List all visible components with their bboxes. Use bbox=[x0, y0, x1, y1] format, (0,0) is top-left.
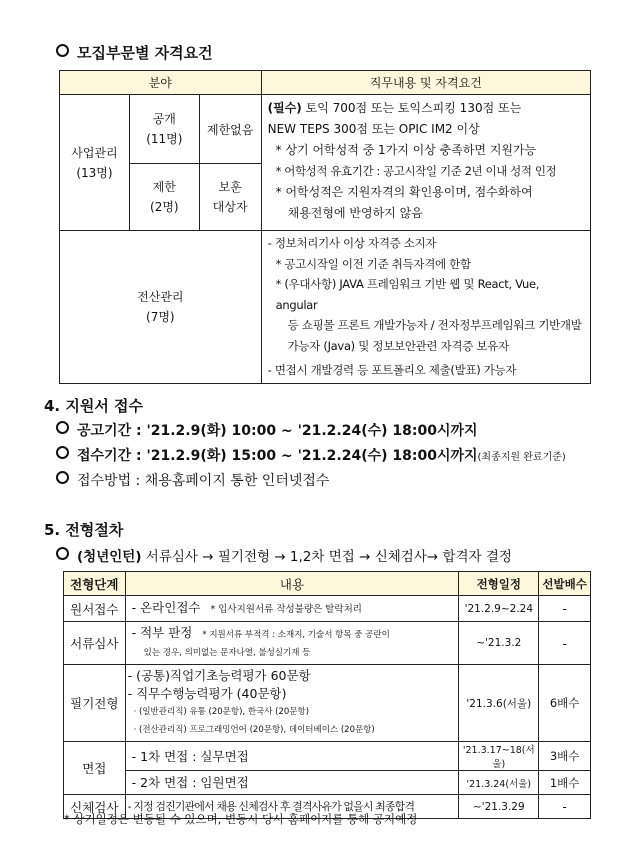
table-row: 서류심사 - 적부 판정 * 지원서류 부적격 : 소재지, 기술서 항목 중 공란이 있는 경우, 의미없는 문자나열, 불성실기재 등 ~'21.3.2 - bbox=[64, 622, 591, 665]
application-period: 접수기간 : '21.2.9(화) 15:00 ~ '21.2.24(수) 18:00시까지(최종지원 완료기준) bbox=[56, 445, 566, 465]
circle-bullet-icon bbox=[56, 44, 69, 57]
header-schedule: 전형일정 bbox=[459, 572, 539, 596]
circle-bullet-icon bbox=[56, 446, 69, 459]
table-row: 원서접수 - 온라인접수 * 입사지원서류 작성불량은 탈락처리 '21.2.9~2.24 - bbox=[64, 596, 591, 622]
table-row: 필기전형 - (공통)직업기초능력평가 60문항 - 직무수행능력평가 (40문항) · (일반관리직) 유통 (20문항), 한국사 (20문항) · (전산관리직) 프로그래밍언어 (20문항), 데이터베이스 (20문항) '21.3.6(서울) 6배수 bbox=[64, 665, 591, 742]
biz-restricted-limit: 보훈 대상자 bbox=[199, 164, 261, 231]
posting-period: 공고기간 : '21.2.9(화) 10:00 ~ '21.2.24(수) 18:00시까지 bbox=[56, 420, 478, 440]
section-title-requirements: 모집부문별 자격요건 bbox=[56, 42, 213, 63]
header-content: 내용 bbox=[125, 572, 459, 596]
header-content: 직무내용 및 자격요건 bbox=[261, 71, 590, 95]
biz-requirements: (필수) 토익 700점 또는 토익스피킹 130점 또는 NEW TEPS 300점 또는 OPIC IM2 이상 * 상기 어학성적 중 1가지 이상 충족하면 지원가능 * 어학성적 유효기간 : 공고시작일 기준 2년 이내 성적 인정 * 어학성적은 지원자격의 확인용이며, 점수화하여 채용전형에 반영하지 않음 bbox=[261, 95, 590, 231]
biz-restricted: 제한 (2명) bbox=[129, 164, 199, 231]
biz-field: 사업관리 (13명) bbox=[60, 95, 130, 231]
selection-flow: (청년인턴) 서류심사 → 필기전형 → 1,2차 면접 → 신체검사→ 합격자 결정 bbox=[56, 545, 512, 565]
biz-open: 공개 (11명) bbox=[129, 95, 199, 164]
header-stage: 전형단계 bbox=[64, 572, 126, 596]
section-title-application: 4. 지원서 접수 bbox=[44, 397, 144, 415]
table-row: 면접 - 1차 면접 : 실무면접 '21.3.17~18(서울) 3배수 bbox=[64, 742, 591, 771]
section-title-selection: 5. 전형절차 bbox=[44, 521, 124, 539]
biz-open-limit: 제한없음 bbox=[199, 95, 261, 164]
it-field: 전산관리 (7명) bbox=[60, 231, 262, 384]
it-requirements: - 정보처리기사 이상 자격증 소지자 * 공고시작일 이전 기준 취득자격에 한함 * (우대사항) JAVA 프레임워크 기반 웹 및 React, Vue, angular 등 쇼핑몰 프론트 개발가능자 / 전자정부프레임워크 기반개발 가능자 (Java) 및 정보보안관련 자격증 보유자 - 면접시 개발경력 등 포트폴리오 제출(발표) 가능자 bbox=[261, 231, 590, 384]
requirements-table bbox=[59, 70, 591, 384]
selection-table bbox=[63, 571, 591, 819]
header-ratio: 선발배수 bbox=[539, 572, 591, 596]
table-row: 신체검사 - 지정 검진기관에서 채용 신체검사 후 결격사유가 없을시 최종합격 ~'21.3.29 - bbox=[64, 795, 591, 819]
table-row: - 2차 면접 : 임원면접 '21.3.24(서울) 1배수 bbox=[64, 771, 591, 795]
circle-bullet-icon bbox=[56, 471, 69, 484]
circle-bullet-icon bbox=[56, 421, 69, 434]
footnote: * 상기일정은 변동될 수 있으며, 변동시 당사 홈페이지를 통해 공지예정 bbox=[64, 812, 418, 826]
circle-bullet-icon bbox=[56, 547, 69, 560]
application-method: 접수방법 : 채용홈페이지 통한 인터넷접수 bbox=[56, 470, 329, 490]
header-field: 분야 bbox=[60, 71, 262, 95]
